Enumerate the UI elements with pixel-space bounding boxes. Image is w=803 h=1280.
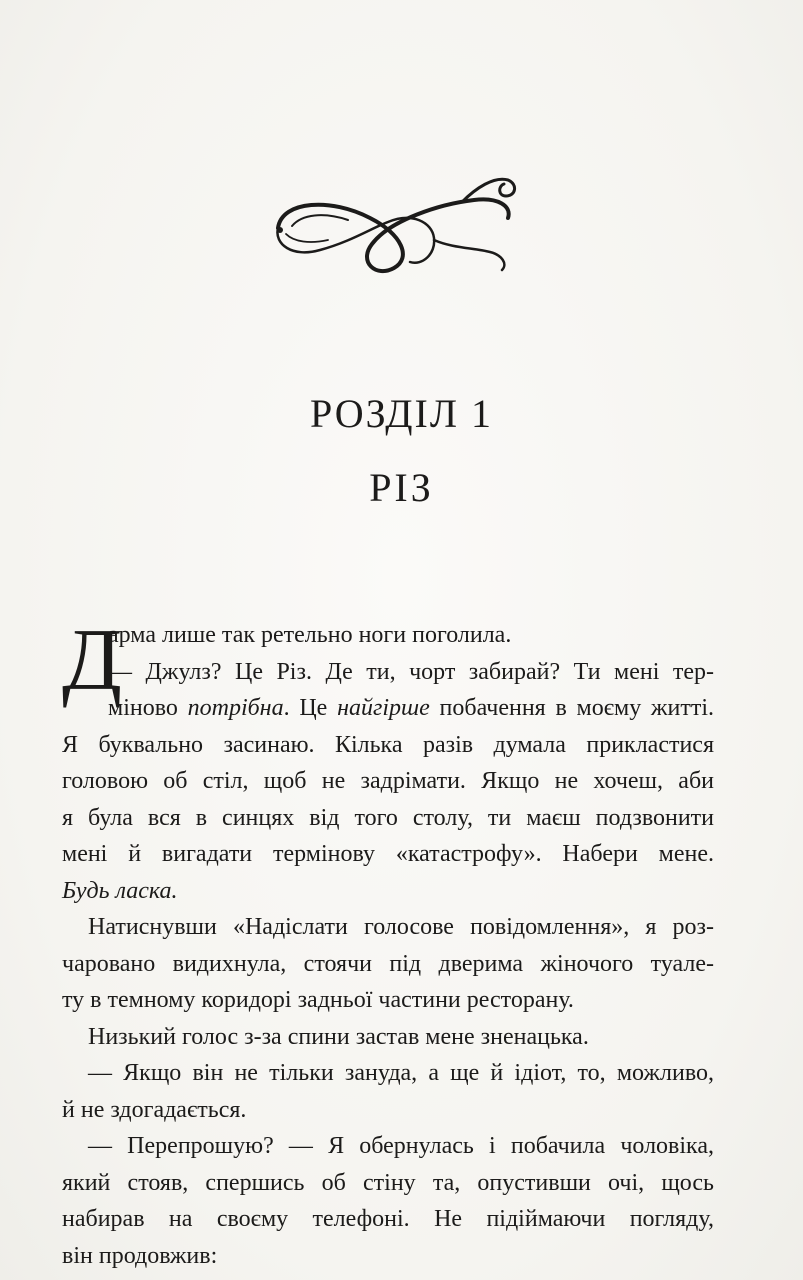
text-span: побачення в моєму житті. [429,695,715,721]
text-line: мені й вигадати термінову «катастрофу». Набери мене. [62,841,714,867]
text-line: — Перепрошую? — Я обернулась і побачила чоловіка, [88,1133,714,1159]
italic-span: Будь ласка. [62,877,178,904]
text-span: . Це [283,695,338,721]
text-line [62,873,714,910]
flourish-swirl-icon [262,170,524,280]
drop-cap: Д [62,612,123,709]
body-text [62,612,715,1274]
text-line: який стояв, спершись об стіну та, опустивши очі, щось [62,1169,714,1196]
text-line: Низький голос з-за спини застав мене зненацька. [88,1023,589,1050]
text-span: міново [108,695,188,721]
text-line: — Джулз? Це Різ. Де ти, чорт забирай? Ти мені тер- [108,658,714,685]
text-line: набирав на своєму телефоні. Не підіймаючи погляду, [62,1206,714,1232]
text-line: головою об стіл, щоб не задрімати. Якщо не хочеш, аби [62,768,714,794]
chapter-number: РОЗДІЛ 1 [310,391,493,436]
italic-span: потрібна [187,695,284,721]
text-line: Я буквально засинаю. Кілька разів думала прикластися [62,731,714,758]
text-line: Натиснувши «Надіслати голосове повідомлення», я роз- [88,914,714,940]
text-line: ту в темному коридорі задньої частини ресторану. [62,987,574,1013]
text-line: він продовжив: [62,1242,218,1269]
text-line: арма лише так ретельно ноги поголила. [108,622,512,648]
chapter-title: РІЗ [369,465,434,510]
text-line [62,690,714,727]
text-line: чаровано видихнула, стоячи під дверима жіночого туале- [62,950,714,977]
italic-span: найгірше [337,695,430,721]
text-line: — Якщо він не тільки зануда, а ще й ідіот, то, можливо, [88,1060,714,1086]
text-line: й не здогадається. [62,1096,247,1123]
text-line: я була вся в синцях від того столу, ти маєш подзвонити [62,804,714,831]
